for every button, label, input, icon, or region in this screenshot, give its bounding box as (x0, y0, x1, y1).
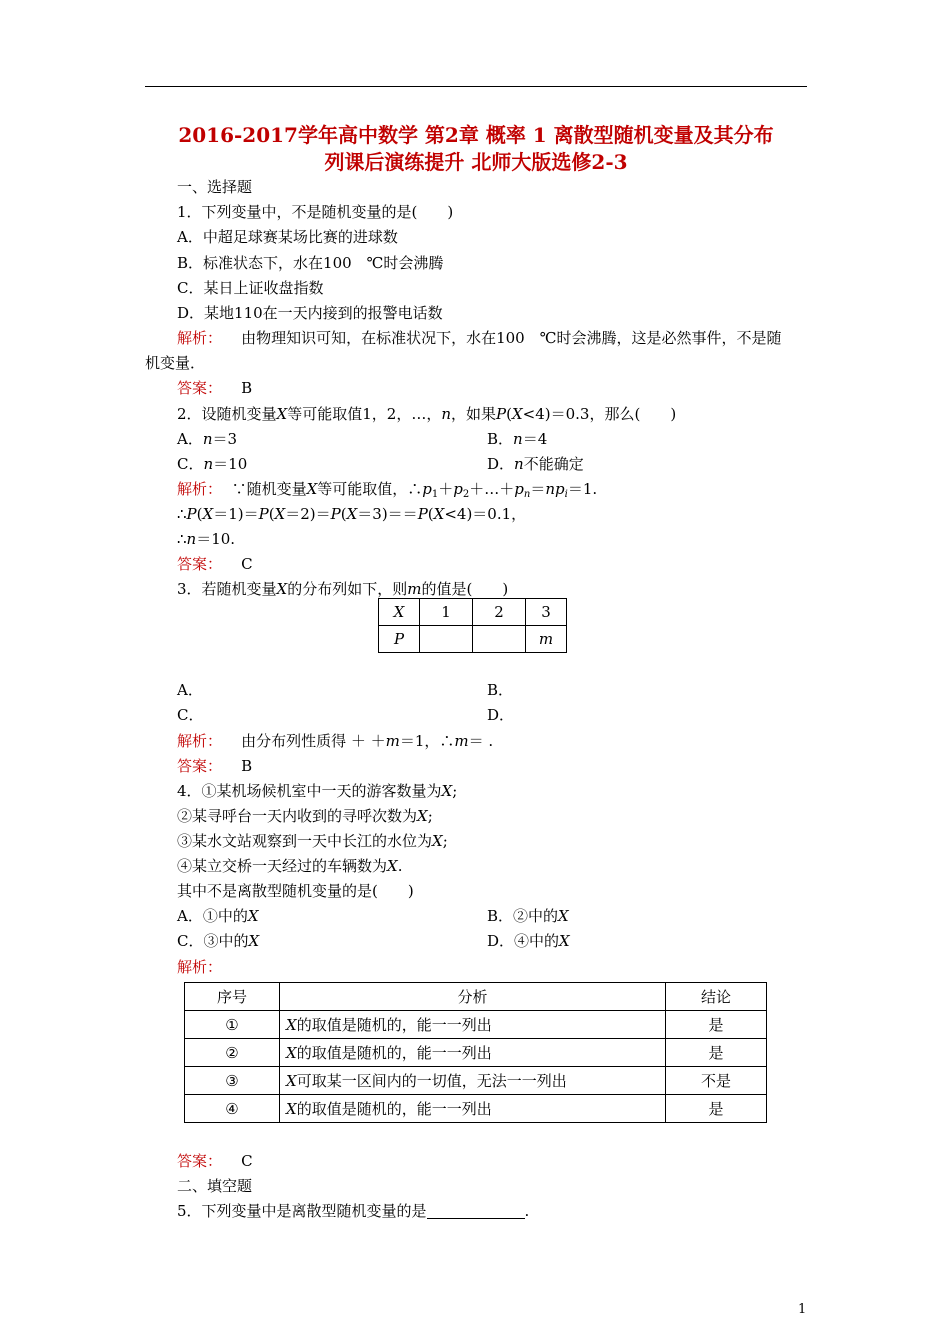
q5-stem: 5．下列变量中是离散型随机变量的是 . (177, 1202, 530, 1220)
q1-analysis (177, 328, 782, 348)
answer-label: 答案： (177, 379, 223, 397)
table-cell: 是 (666, 1011, 767, 1039)
q4-analysis-table (184, 982, 767, 1123)
q1-stem: 1．下列变量中，不是随机变量的是( ) (177, 203, 454, 221)
q4-analysis-label: 解析： (177, 958, 223, 976)
q4-item-4: ④某立交桥一天经过的车辆数为X. (177, 857, 403, 875)
q1-option-b: B．标准状态下，水在100 ℃时会沸腾 (177, 254, 444, 272)
answer-blank (427, 1202, 525, 1219)
table-cell: ① (185, 1011, 280, 1039)
q1-answer-value: B (241, 379, 253, 397)
q3-distribution-table (378, 598, 567, 653)
table-row (185, 983, 767, 1011)
q4-option-c: C．③中的X (177, 932, 260, 950)
q4-answer: 答案： C (177, 1152, 253, 1170)
table-row (185, 1095, 767, 1123)
table-row (379, 626, 567, 653)
table-cell: 不是 (666, 1067, 767, 1095)
section-heading-choice: 一、选择题 (177, 178, 253, 196)
q3-option-c: C． (177, 706, 204, 724)
q1-answer (177, 378, 252, 398)
table-header: 序号 (185, 983, 280, 1011)
q2-option-c: C．n＝10 (177, 455, 248, 473)
table-cell: X的取值是随机的，能一一列出 (280, 1011, 666, 1039)
table-cell: X (379, 599, 420, 626)
table-cell (420, 626, 473, 653)
q3-option-a: A． (177, 681, 203, 699)
analysis-label: 解析： (177, 329, 223, 347)
q4-option-b: B．②中的X (487, 907, 569, 925)
table-cell: X可取某一区间内的一切值，无法一一列出 (280, 1067, 666, 1095)
q1-option-a: A．中超足球赛某场比赛的进球数 (177, 228, 398, 246)
q4-item-1: 4．①某机场候机室中一天的游客数量为X; (177, 782, 458, 800)
table-cell (473, 626, 526, 653)
q2-option-a: A．n＝3 (177, 430, 238, 448)
table-cell: 2 (473, 599, 526, 626)
table-cell: X的取值是随机的，能一一列出 (280, 1095, 666, 1123)
table-cell: m (526, 626, 567, 653)
q4-item-3: ③某水文站观察到一天中长江的水位为X; (177, 832, 448, 850)
q3-option-b: B． (487, 681, 514, 699)
q4-stem: 其中不是离散型随机变量的是( ) (177, 882, 414, 900)
title-line-2: 列课后演练提升 北师大版选修2-3 (324, 150, 628, 174)
table-cell: ③ (185, 1067, 280, 1095)
q1-option-c: C．某日上证收盘指数 (177, 279, 324, 297)
table-cell: 是 (666, 1095, 767, 1123)
q3-stem: 3．若随机变量X的分布列如下，则m的值是( ) (177, 580, 509, 598)
q3-option-d: D． (487, 706, 515, 724)
table-cell: X的取值是随机的，能一一列出 (280, 1039, 666, 1067)
q2-option-d: D．n不能确定 (487, 455, 584, 473)
table-header: 结论 (666, 983, 767, 1011)
q2-answer: 答案： C (177, 555, 253, 573)
q3-answer: 答案： B (177, 757, 253, 775)
title-line-1: 2016-2017学年高中数学 第2章 概率 1 离散型随机变量及其分布 (178, 123, 774, 147)
q2-analysis-line2: ∴P(X＝1)＝P(X＝2)＝P(X＝3)＝＝P(X<4)＝0.1， (177, 505, 527, 523)
q4-option-a: A．①中的X (177, 907, 259, 925)
table-header: 分析 (280, 983, 666, 1011)
document-title (140, 122, 812, 176)
table-cell: ④ (185, 1095, 280, 1123)
table-cell: P (379, 626, 420, 653)
table-row (379, 599, 567, 626)
table-cell: 1 (420, 599, 473, 626)
table-cell: ② (185, 1039, 280, 1067)
q2-option-b: B．n＝4 (487, 430, 548, 448)
q1-analysis-text: 由物理知识可知，在标准状况下，水在100 ℃时会沸腾，这是必然事件，不是随 (241, 329, 782, 347)
q1-analysis-cont: 机变量． (145, 354, 206, 372)
q3-analysis: 解析： 由分布列性质得 ＋ ＋m＝1，∴m＝ . (177, 732, 494, 750)
q2-stem: 2．设随机变量X等可能取值1，2，…，n，如果P(X<4)＝0.3，那么( ) (177, 405, 677, 423)
q1-option-d: D．某地110在一天内接到的报警电话数 (177, 304, 443, 322)
q4-item-2: ②某寻呼台一天内收到的寻呼次数为X; (177, 807, 433, 825)
header-rule (145, 86, 807, 87)
page-number: 1 (798, 1302, 807, 1317)
q2-analysis: 解析： ∵随机变量X等可能取值，$\therefore p_1+p_2+\dots+p_n=np_i=1$. (177, 480, 598, 500)
q2-analysis-line3: ∴n＝10. (177, 530, 236, 548)
table-row (185, 1067, 767, 1095)
table-cell: 是 (666, 1039, 767, 1067)
table-cell: 3 (526, 599, 567, 626)
table-row (185, 1011, 767, 1039)
table-row (185, 1039, 767, 1067)
section-heading-fill: 二、填空题 (177, 1177, 253, 1195)
q4-option-d: D．④中的X (487, 932, 570, 950)
